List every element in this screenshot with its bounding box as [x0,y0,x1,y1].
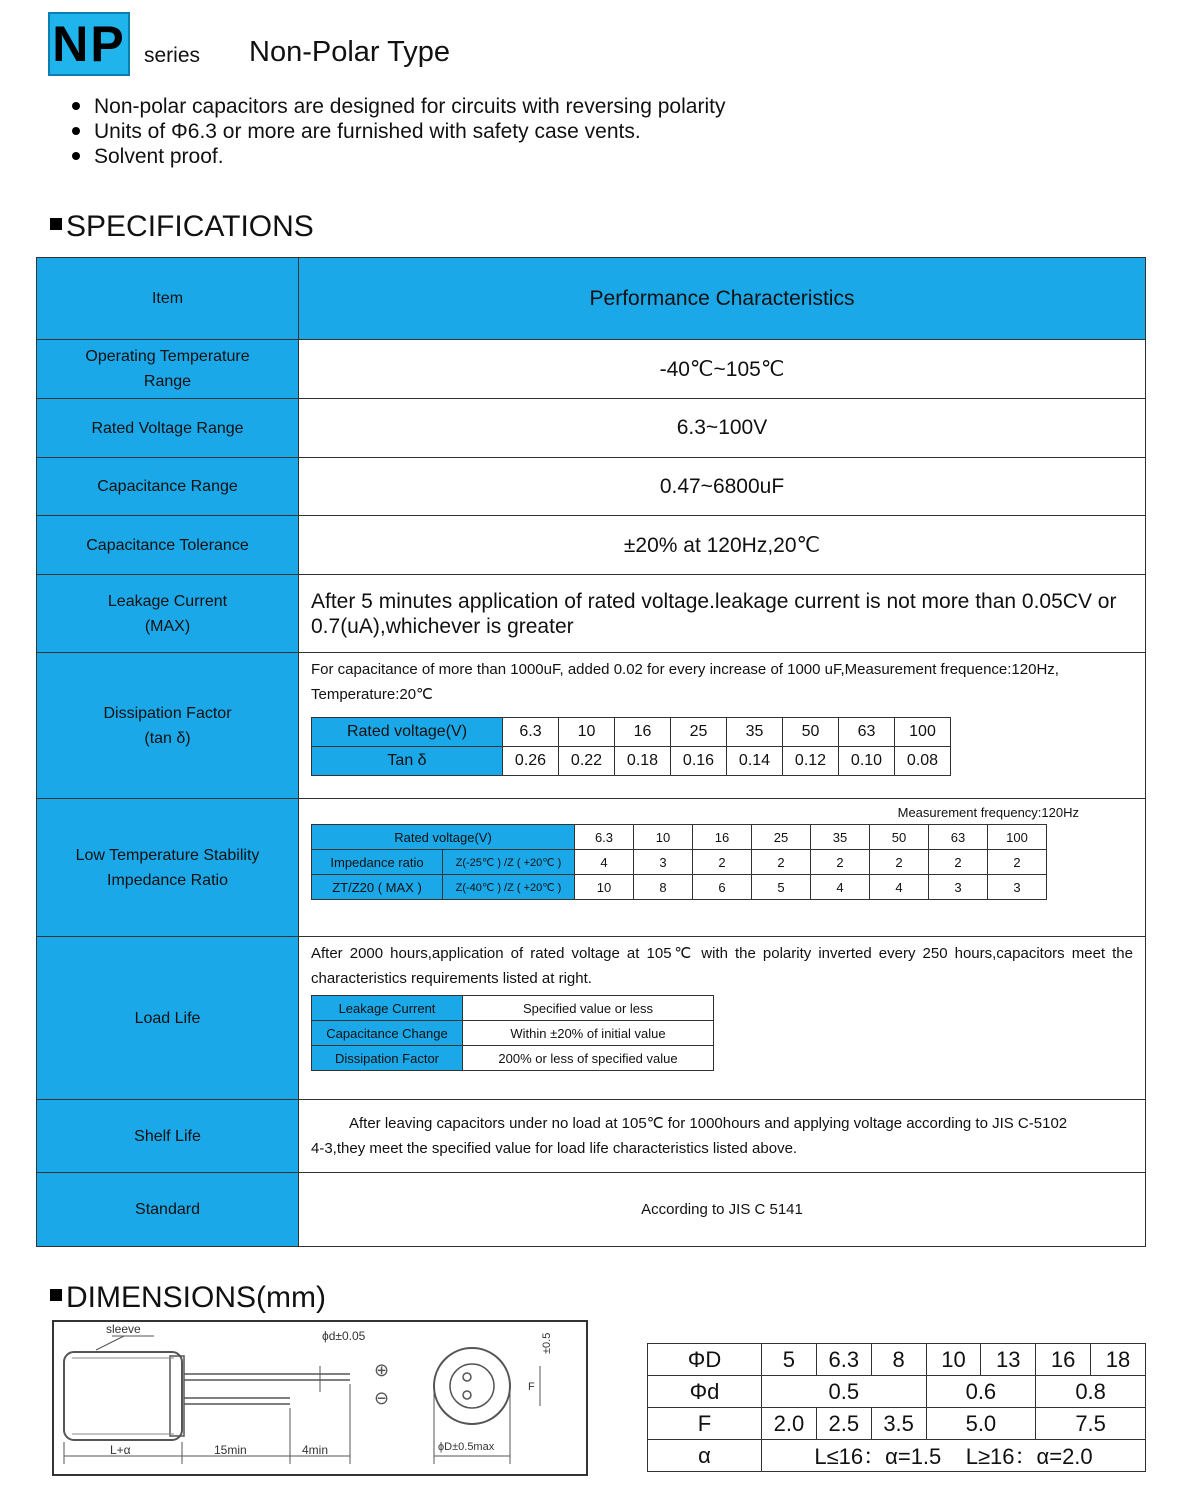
tan-value-cell: 0.08 [895,747,951,776]
load-life-text: After 2000 hours,application of rated voltage at 105℃ with the polarity inverted every 250 hours,capacitors meet the characteristics requirements listed at right. [311,945,1133,987]
plus-icon: ⊕ [374,1360,390,1381]
phiD-cell: 16 [1036,1344,1091,1376]
tan-rated-voltage-label: Rated voltage(V) [312,718,503,747]
square-bullet-icon [50,218,62,230]
f-cell: 5.0 [926,1408,1036,1440]
sleeve-text: sleeve [106,1322,141,1336]
lead-hole [463,1373,471,1381]
tan-value-cell: 0.14 [727,747,783,776]
sleeve-leader [96,1336,124,1350]
tan-value-cell: 0.10 [839,747,895,776]
page-title: Non-Polar Type [249,36,450,68]
impedance-value-cell: 8 [634,875,693,900]
rated-voltage-value: 6.3~100V [299,399,1146,458]
condition-40-label: Z(-40℃ ) /Z ( +20℃ ) [443,875,575,900]
capacitance-range-value: 0.47~6800uF [299,458,1146,516]
impedance-rated-voltage-label: Rated voltage(V) [312,825,575,850]
tan-value-cell: 0.12 [783,747,839,776]
tan-voltage-cell: 10 [559,718,615,747]
min4-text: 4min [302,1443,329,1457]
leakage-label-line2: (MAX) [144,617,191,635]
square-bullet-icon [50,1289,62,1301]
impedance-value-cell: 2 [929,850,988,875]
zt-z20-label: ZT/Z20 ( MAX ) [312,875,443,900]
phiD-cell: 10 [926,1344,981,1376]
specifications-heading [50,210,314,244]
condition-25-label: Z(-25℃ ) /Z ( +20℃ ) [443,850,575,875]
impedance-table [311,824,1047,900]
phid-cell: 0.8 [1036,1376,1146,1408]
end-view-inner [450,1364,494,1408]
impedance-value-cell: 3 [929,875,988,900]
shelf-life-text2: 4-3,they meet the specified value for load life characteristics listed above. [311,1140,798,1157]
operating-temp-value: -40℃~105℃ [299,340,1146,399]
impedance-value-cell: 2 [870,850,929,875]
phid-cell: 0.5 [762,1376,927,1408]
phiD-cell: 5 [762,1344,817,1376]
impedance-voltage-cell: 16 [693,825,752,850]
f-label: F [528,1381,535,1393]
tan-value-cell: 0.26 [503,747,559,776]
series-badge: NP [48,12,130,76]
standard-label: Standard [37,1173,299,1247]
tan-voltage-cell: 6.3 [503,718,559,747]
impedance-ratio-label: Impedance ratio [312,850,443,875]
tan-voltage-cell: 100 [895,718,951,747]
impedance-value-cell: 4 [811,875,870,900]
dissipation-label-line1: Dissipation Factor [103,704,232,722]
f-label-cell: F [648,1408,762,1440]
dissipation-label [37,653,299,799]
dimensions-heading-text: DIMENSIONS(mm) [66,1281,326,1314]
impedance-value-cell: 6 [693,875,752,900]
leakage-label [37,575,299,653]
capacitance-range-label: Capacitance Range [37,458,299,516]
dissipation-label-line2: (tan δ) [144,729,191,747]
tan-voltage-cell: 25 [671,718,727,747]
impedance-voltage-cell: 10 [634,825,693,850]
minus-icon: ⊖ [374,1388,390,1409]
phiD-label: ΦD [648,1344,762,1376]
phiD-cell: 13 [981,1344,1036,1376]
shelf-life-value [299,1100,1146,1173]
feature-list [70,94,725,169]
shelf-life-text1: After leaving capacitors under no load at 105℃ for 1000hours and applying voltage according to JIS C-5102 [349,1115,1068,1132]
tan-delta-label: Tan δ [312,747,503,776]
leakage-value: After 5 minutes application of rated voltage.leakage current is not more than 0.05CV or 0.7(uA),whichever is greater [299,575,1146,653]
impedance-voltage-cell: 100 [988,825,1047,850]
phiD-cell: 18 [1091,1344,1146,1376]
capacitor-drawing-svg [54,1322,586,1474]
phiD-cell: 6.3 [816,1344,871,1376]
f-cell: 7.5 [1036,1408,1146,1440]
feature-item: Non-polar capacitors are designed for circuits with reversing polarity [70,94,725,119]
standard-value: According to JIS C 5141 [299,1173,1146,1247]
impedance-value-cell: 2 [693,850,752,875]
phi-D-text: ϕD±0.5max [438,1441,495,1453]
tan-voltage-cell: 63 [839,718,895,747]
phiD-cell: 8 [871,1344,926,1376]
shelf-life-label: Shelf Life [37,1100,299,1173]
low-temp-label [37,799,299,937]
impedance-voltage-cell: 6.3 [575,825,634,850]
measurement-frequency: Measurement frequency:120Hz [897,805,1079,820]
rated-voltage-label: Rated Voltage Range [37,399,299,458]
impedance-voltage-cell: 50 [870,825,929,850]
dissipation-value [299,653,1146,799]
tan-value-cell: 0.18 [615,747,671,776]
low-temp-label-line1: Low Temperature Stability [75,846,260,864]
tan-delta-table [311,717,951,776]
alpha-cell: L≤16：α=1.5 L≥16：α=2.0 [762,1440,1146,1472]
min15-text: 15min [214,1443,247,1457]
f-cell: 2.5 [816,1408,871,1440]
load-life-label: Load Life [37,937,299,1100]
load-life-table [311,995,714,1071]
impedance-value-cell: 4 [870,875,929,900]
phi-d-text: ϕd±0.05 [322,1329,366,1343]
capacitance-tolerance-label: Capacitance Tolerance [37,516,299,575]
feature-item: Units of Φ6.3 or more are furnished with safety case vents. [70,119,725,144]
operating-temp-label: Operating Temperature Range [37,340,299,399]
tan-value-cell: 0.22 [559,747,615,776]
tan-voltage-cell: 50 [783,718,839,747]
load-life-key: Dissipation Factor [312,1046,463,1071]
load-life-val: Specified value or less [463,996,714,1021]
leakage-label-line1: Leakage Current [107,592,228,610]
impedance-voltage-cell: 63 [929,825,988,850]
l-alpha-text: L+α [110,1443,131,1457]
phid-cell: 0.6 [926,1376,1036,1408]
header-item: Item [37,258,299,340]
load-life-val: Within ±20% of initial value [463,1021,714,1046]
tan-voltage-cell: 16 [615,718,671,747]
end-view-outer [434,1348,510,1424]
impedance-value-cell: 4 [575,850,634,875]
impedance-voltage-cell: 25 [752,825,811,850]
load-life-val: 200% or less of specified value [463,1046,714,1071]
impedance-value-cell: 3 [988,875,1047,900]
capacitor-drawing [52,1320,588,1476]
dimensions-table [647,1343,1146,1472]
tan-voltage-cell: 35 [727,718,783,747]
low-temp-label-line2: Impedance Ratio [107,871,228,889]
specifications-table [36,257,1146,1247]
load-life-key: Capacitance Change [312,1021,463,1046]
feature-item: Solvent proof. [70,144,725,169]
alpha-label: α [648,1440,762,1472]
f-cell: 3.5 [871,1408,926,1440]
load-life-key: Leakage Current [312,996,463,1021]
specifications-heading-text: SPECIFICATIONS [66,210,314,243]
impedance-value-cell: 5 [752,875,811,900]
impedance-value-cell: 3 [634,850,693,875]
header-performance: Performance Characteristics [299,258,1146,340]
dimensions-heading [50,1281,326,1315]
capacitor-body [64,1352,182,1440]
capacitance-tolerance-value: ±20% at 120Hz,20℃ [299,516,1146,575]
series-label: series [144,44,201,67]
phid-label: Φd [648,1376,762,1408]
impedance-value-cell: 2 [811,850,870,875]
impedance-value-cell: 2 [752,850,811,875]
f-tolerance-text: ±0.5 [541,1332,553,1354]
impedance-value-cell: 10 [575,875,634,900]
lead-hole [463,1391,471,1399]
tan-value-cell: 0.16 [671,747,727,776]
dissipation-note: For capacitance of more than 1000uF, added 0.02 for every increase of 1000 uF,Measurement frequence:120Hz, Temperature:20℃ [311,661,1059,703]
load-life-value [299,937,1146,1100]
f-cell: 2.0 [762,1408,817,1440]
impedance-voltage-cell: 35 [811,825,870,850]
impedance-value-cell: 2 [988,850,1047,875]
low-temp-value [299,799,1146,937]
